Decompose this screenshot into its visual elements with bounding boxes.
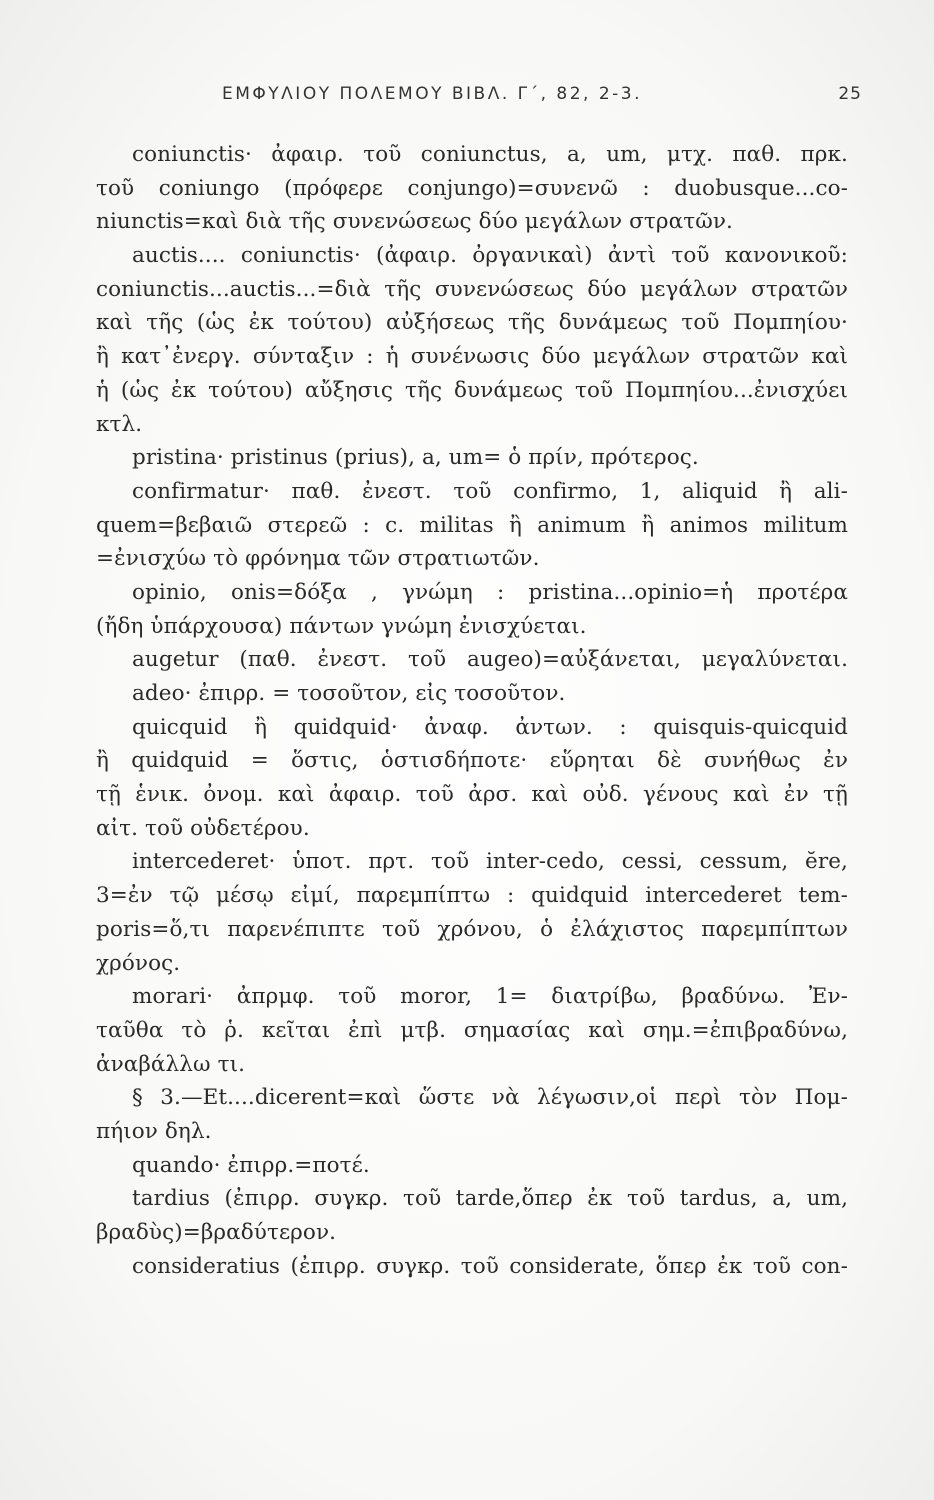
text-line: ἀναβάλλω τι. xyxy=(96,1051,246,1077)
text-line: tardius (ἐπιρρ. συγκρ. τοῦ tarde,ὅπερ ἐκ τοῦ tardus, a, um, xyxy=(132,1186,848,1212)
text-line: πήιον δηλ. xyxy=(96,1118,212,1144)
text-line: intercederet· ὑποτ. πρτ. τοῦ inter-cedo, cessi, cessum, ĕre, xyxy=(132,849,848,875)
text-line: τῇ ἑνικ. ὀνομ. καὶ ἀφαιρ. τοῦ ἀρσ. καὶ οὐδ. γένους καὶ ἐν τῇ xyxy=(96,782,848,808)
text-line: τοῦ coniungo (πρόφερε conjungo)=συνενῶ : duobusque...co- xyxy=(96,175,848,201)
text-line: quicquid ἢ quidquid· ἀναφ. ἀντων. : quisquis-quicquid xyxy=(132,714,848,740)
text-line: ταῦθα τὸ ῥ. κεῖται ἐπὶ μτβ. σημασίας καὶ σημ.=ἐπιβραδύνω, xyxy=(96,1017,848,1043)
text-line: augetur (παθ. ἐνεστ. τοῦ augeo)=αὐξάνεται, μεγαλύνεται. xyxy=(132,647,848,673)
text-line: confirmatur· παθ. ἐνεστ. τοῦ confirmo, 1, aliquid ἢ ali- xyxy=(132,478,848,504)
text-line: 3=ἐν τῷ μέσῳ εἰμί, παρεμπίπτω : quidquid intercederet tem- xyxy=(96,883,848,909)
text-line: § 3.—Et....dicerent=καὶ ὥστε νὰ λέγωσιν,οἱ περὶ τὸν Πομ- xyxy=(132,1085,848,1111)
text-line: coniunctis· ἀφαιρ. τοῦ coniunctus, a, um, μτχ. παθ. πρκ. xyxy=(132,142,848,167)
text-line: pristina· pristinus (prius), a, um= ὁ πρίν, πρότερος. xyxy=(132,445,699,471)
text-line: adeo· ἐπιρρ. = τοσοῦτον, εἰς τοσοῦτον. xyxy=(132,681,566,706)
text-line: κτλ. xyxy=(96,411,143,437)
text-line: ἢ κατ᾽ἐνεργ. σύνταξιν : ἡ συνένωσις δύο μεγάλων στρατῶν καὶ xyxy=(96,344,848,370)
text-line: βραδὺς)=βραδύτερον. xyxy=(96,1220,337,1245)
text-line: χρόνος. xyxy=(96,950,181,976)
text-line: consideratius (ἐπιρρ. συγκρ. τοῦ considerate, ὅπερ ἐκ τοῦ con- xyxy=(132,1253,848,1279)
text-line: αἰτ. τοῦ οὐδετέρου. xyxy=(96,815,310,841)
text-line: quando· ἐπιρρ.=ποτέ. xyxy=(132,1152,370,1178)
running-title: ΕΜΦΥΛΙΟΥ ΠΟΛΕΜΟΥ ΒΙΒΛ. Γ΄, 82, 2-3. xyxy=(222,84,643,104)
text-line: ἢ quidquid = ὅστις, ὁστισδήποτε· εὕρηται δὲ συνήθως ἐν xyxy=(96,748,848,774)
text-line: (ἤδη ὑπάρχουσα) πάντων γνώμη ἐνισχύεται. xyxy=(96,613,587,639)
text-line: niunctis=καὶ διὰ τῆς συνενώσεως δύο μεγάλων στρατῶν. xyxy=(96,209,733,235)
text-line: coniunctis...auctis...=διὰ τῆς συνενώσεως δύο μεγάλων στρατῶν xyxy=(96,276,848,302)
page-number: 25 xyxy=(838,84,862,104)
text-line: ἡ (ὡς ἐκ τούτου) αὔξησις τῆς δυνάμεως τοῦ Πομπηίου...ἐνισχύει xyxy=(96,377,848,403)
text-line: quem=βεβαιῶ στερεῶ : c. militas ἢ animum ἢ animos militum xyxy=(96,512,848,538)
text-line: poris=ὅ,τι παρενέπιπτε τοῦ χρόνου, ὁ ἐλάχιστος παρεμπίπτων xyxy=(96,916,848,942)
text-line: auctis.... coniunctis· (ἀφαιρ. ὀργανικαὶ) ἀντὶ τοῦ κανονικοῦ: xyxy=(132,243,848,269)
text-line: καὶ τῆς (ὡς ἐκ τούτου) αὐξήσεως τῆς δυνάμεως τοῦ Πομπηίου· xyxy=(96,310,848,336)
text-line: =ἐνισχύω τὸ φρόνημα τῶν στρατιωτῶν. xyxy=(96,546,540,572)
page-header xyxy=(0,84,934,114)
commentary-text xyxy=(96,138,848,1283)
text-line: morari· ἀπρμφ. τοῦ moror, 1= διατρίβω, βραδύνω. Ἐν- xyxy=(132,984,848,1010)
text-line: opinio, onis=δόξα , γνώμη : pristina...opinio=ἡ προτέρα xyxy=(132,579,848,605)
